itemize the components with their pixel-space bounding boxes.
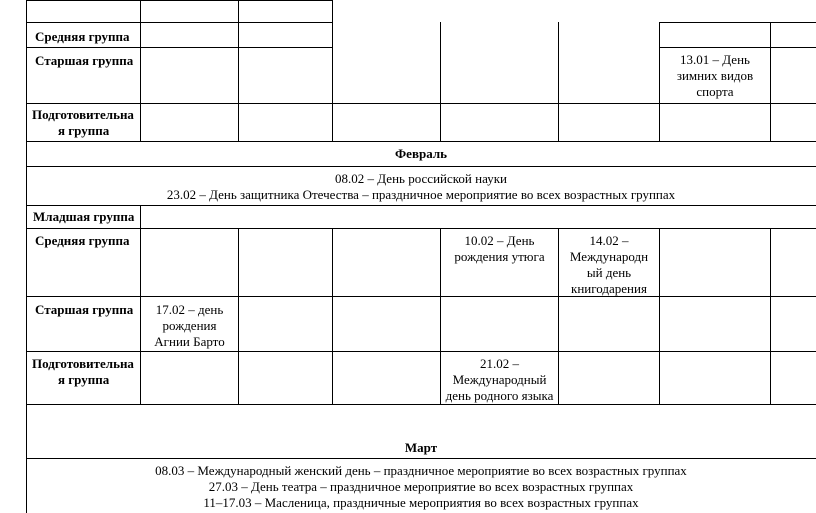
month-note: 08.03 – Международный женский день – праздничное мероприятие во всех возрастных группах xyxy=(155,463,687,478)
event-line: спорта xyxy=(696,84,734,99)
grid-line xyxy=(659,22,660,141)
grid-line xyxy=(26,296,816,297)
event-line: Международный xyxy=(452,372,547,387)
grid-line xyxy=(26,404,816,405)
month-note: 11–17.03 – Масленица, праздничные мероприятия во всех возрастных группах xyxy=(203,495,639,510)
grid-line xyxy=(26,103,816,104)
grid-line xyxy=(26,22,332,23)
grid-line xyxy=(770,228,771,404)
row-label-prep-group-line1: Подготовительна xyxy=(32,107,134,122)
event-barto-birthday xyxy=(142,302,237,350)
event-line: зимних видов xyxy=(676,68,754,83)
event-line: день родного языка xyxy=(445,388,554,403)
month-title-march: Март xyxy=(404,440,438,455)
grid-line xyxy=(140,0,141,141)
row-label-prep-group-line2: я группа xyxy=(58,372,110,387)
grid-line xyxy=(440,228,441,404)
grid-line xyxy=(238,228,239,404)
event-line: Агнии Барто xyxy=(154,334,225,349)
month-notes-march xyxy=(26,463,816,511)
grid-line xyxy=(558,22,559,141)
row-label-senior-group: Старшая группа xyxy=(35,53,134,68)
event-line: книгодарения xyxy=(571,281,647,296)
grid-line xyxy=(659,22,816,23)
grid-line xyxy=(238,0,239,141)
event-line: рождения xyxy=(162,318,217,333)
event-line: 17.02 – день xyxy=(155,302,224,317)
grid-line xyxy=(26,205,816,206)
event-native-language-day xyxy=(442,356,557,404)
grid-line xyxy=(332,0,333,141)
grid-line xyxy=(332,228,333,404)
grid-line xyxy=(26,47,332,48)
row-label-junior-group: Младшая группа xyxy=(33,209,135,224)
grid-line xyxy=(140,228,141,404)
grid-line xyxy=(26,0,332,1)
row-label-middle-group: Средняя группа xyxy=(35,233,130,248)
row-label-middle-group: Средняя группа xyxy=(35,29,130,44)
grid-line xyxy=(26,458,816,459)
grid-line xyxy=(26,351,816,352)
grid-line xyxy=(26,166,816,167)
month-notes-february xyxy=(26,171,816,203)
grid-line xyxy=(140,205,141,228)
grid-line xyxy=(26,228,816,229)
grid-line xyxy=(770,22,771,141)
row-label-prep-group-line1: Подготовительна xyxy=(32,356,134,371)
event-winter-sports-day xyxy=(662,52,768,100)
event-line: 13.01 – День xyxy=(680,52,750,67)
event-line: 14.02 – xyxy=(589,233,629,248)
grid-line xyxy=(440,22,441,141)
row-label-senior-group: Старшая группа xyxy=(35,302,134,317)
event-line: 21.02 – xyxy=(480,356,519,371)
event-iron-birthday xyxy=(442,233,557,265)
month-note: 08.02 – День российской науки xyxy=(335,171,507,186)
grid-line xyxy=(659,228,660,404)
row-label-prep-group-line2: я группа xyxy=(58,123,110,138)
event-line: 10.02 – День xyxy=(464,233,535,248)
grid-line xyxy=(558,228,559,404)
grid-line xyxy=(659,47,816,48)
month-note: 23.02 – День защитника Отечества – праздничное мероприятие во всех возрастных группах xyxy=(166,187,676,202)
event-book-giving-day xyxy=(560,233,658,297)
month-title-february: Февраль xyxy=(395,146,447,161)
month-note: 27.03 – День театра – праздничное мероприятие во всех возрастных группах xyxy=(208,479,634,494)
grid-line xyxy=(26,0,27,513)
event-line: Международн xyxy=(569,249,649,264)
grid-line xyxy=(26,141,816,142)
event-line: ый день xyxy=(586,265,632,280)
event-line: рождения утюга xyxy=(454,249,545,264)
